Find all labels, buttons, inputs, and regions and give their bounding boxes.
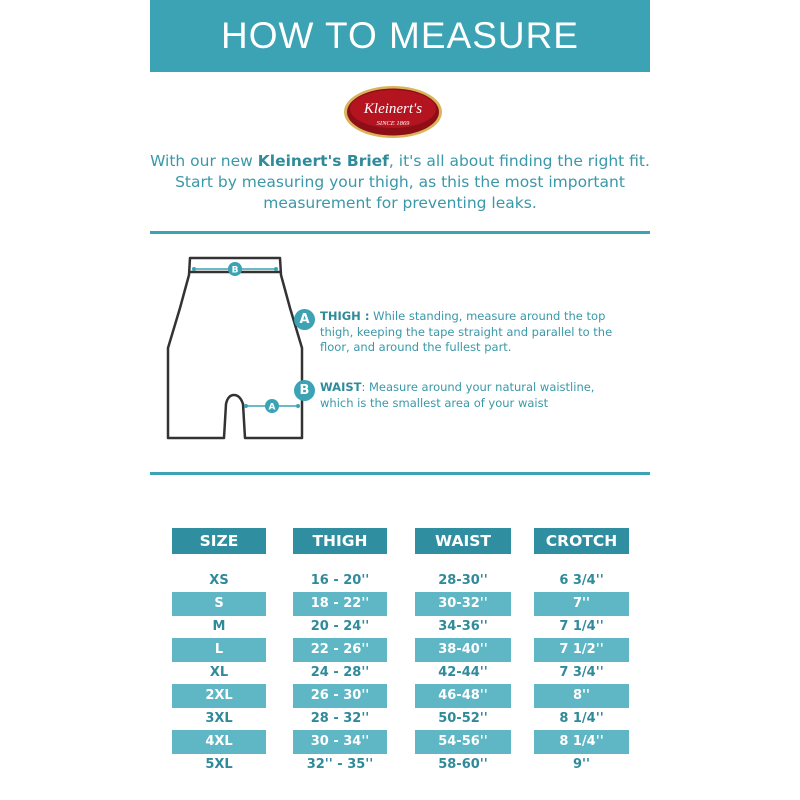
marker-a-icon: A [268,402,276,413]
table-cell-size: 4XL [172,730,266,754]
table-cell-size: 3XL [205,711,233,726]
table-cell-thigh: 26 - 30'' [293,684,387,708]
product-name: Kleinert's Brief [257,152,389,170]
table-cell-crotch: 7 1/2'' [534,638,629,662]
thigh-instruction: A THIGH : While standing, measure around the top thigh, keeping the tape straight and parallel to the floor, and around the fullest part. [320,309,620,356]
table-cell-crotch: 6 3/4'' [559,573,604,588]
table-cell-size: 2XL [172,684,266,708]
table-cell-crotch: 7 1/4'' [559,619,604,634]
brief-outline-illustration [150,248,320,448]
table-cell-thigh: 24 - 28'' [310,665,370,680]
measurement-diagram [150,248,650,448]
logo-tagline: SINCE 1869 [376,120,410,127]
table-cell-crotch: 8'' [534,684,629,708]
column-header-waist: WAIST [415,528,511,554]
table-cell-waist: 42-44'' [438,665,488,680]
table-cell-thigh: 28 - 32'' [310,711,370,726]
table-cell-crotch: 7'' [534,592,629,616]
divider-top [150,231,650,234]
table-cell-size: S [172,592,266,616]
table-cell-thigh: 18 - 22'' [293,592,387,616]
table-cell-crotch: 7 3/4'' [559,665,604,680]
table-cell-size: 5XL [205,757,233,772]
table-cell-waist: 34-36'' [438,619,488,634]
table-cell-crotch: 8 1/4'' [534,730,629,754]
logo-brand: Kleinert's [363,101,423,117]
size-guide-sheet [150,0,650,800]
column-header-crotch: CROTCH [534,528,629,554]
table-cell-crotch: 8 1/4'' [559,711,604,726]
table-cell-thigh: 16 - 20'' [310,573,370,588]
table-cell-thigh: 32'' - 35'' [306,757,374,772]
column-header-thigh: THIGH [293,528,387,554]
marker-b-icon: B [231,265,239,276]
table-cell-thigh: 20 - 24'' [310,619,370,634]
table-cell-waist: 50-52'' [438,711,488,726]
table-cell-waist: 38-40'' [415,638,511,662]
table-cell-size: M [212,619,226,634]
table-cell-waist: 54-56'' [415,730,511,754]
column-header-size: SIZE [172,528,266,554]
badge-b-icon: B [294,380,315,401]
table-cell-size: XS [209,573,229,588]
table-cell-thigh: 30 - 34'' [293,730,387,754]
divider-bottom [150,472,650,475]
kleinerts-logo [343,85,443,139]
badge-a-icon: A [294,309,315,330]
waist-instruction: B WAIST: Measure around your natural waistline, which is the smallest area of your waist [320,380,620,411]
table-cell-size: XL [209,665,229,680]
table-cell-crotch: 9'' [572,757,590,772]
table-cell-waist: 58-60'' [438,757,488,772]
table-cell-thigh: 22 - 26'' [293,638,387,662]
table-cell-waist: 30-32'' [415,592,511,616]
page-title: HOW TO MEASURE [150,0,650,72]
table-cell-waist: 28-30'' [438,573,488,588]
table-cell-waist: 46-48'' [415,684,511,708]
table-cell-size: L [172,638,266,662]
intro-text: With our new Kleinert's Brief, it's all about finding the right fit. Start by measuring your thigh, as this the most important measurement for preventing leaks. [150,152,650,212]
